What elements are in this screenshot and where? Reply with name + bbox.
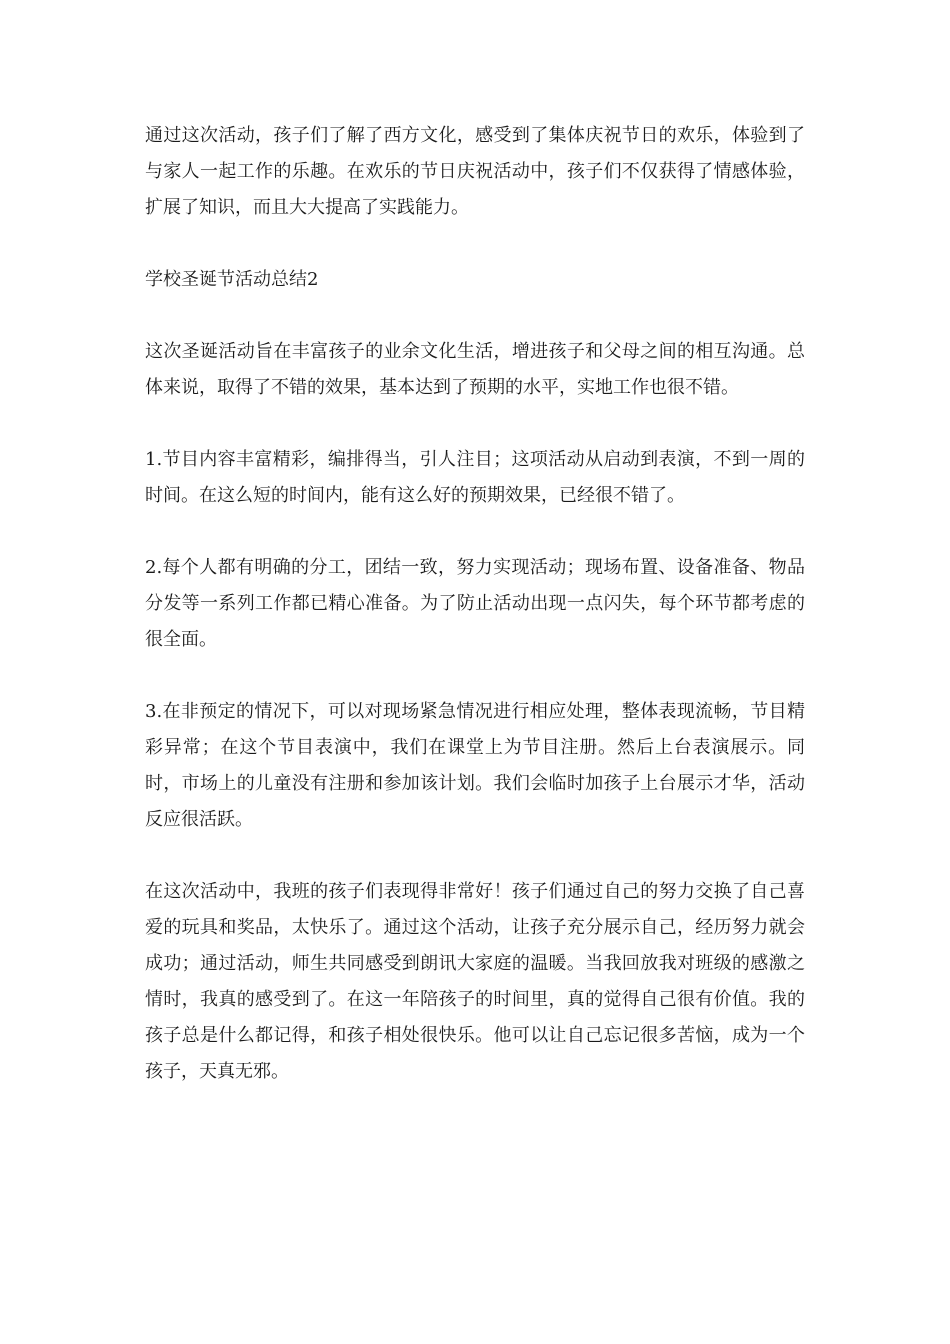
list-item-2: 2.每个人都有明确的分工，团结一致，努力实现活动；现场布置、设备准备、物品分发等一系列工作都已精心准备。为了防止活动出现一点闪失，每个环节都考虑的很全面。 [145, 557, 805, 650]
document-body [145, 118, 805, 1090]
paragraph-overview: 这次圣诞活动旨在丰富孩子的业余文化生活，增进孩子和父母之间的相互沟通。总体来说，取得了不错的效果，基本达到了预期的水平，实地工作也很不错。 [145, 341, 805, 398]
list-item-3: 3.在非预定的情况下，可以对现场紧急情况进行相应处理，整体表现流畅，节目精彩异常；在这个节目表演中，我们在课堂上为节目注册。然后上台表演展示。同时，市场上的儿童没有注册和参加该计划。我们会临时加孩子上台展示才华，活动反应很活跃。 [145, 701, 805, 830]
list-item-1: 1.节目内容丰富精彩，编排得当，引人注目；这项活动从启动到表演，不到一周的时间。在这么短的时间内，能有这么好的预期效果，已经很不错了。 [145, 449, 805, 506]
section-heading: 学校圣诞节活动总结2 [145, 269, 319, 290]
paragraph-intro-summary: 通过这次活动，孩子们了解了西方文化，感受到了集体庆祝节日的欢乐，体验到了与家人一起工作的乐趣。在欢乐的节日庆祝活动中，孩子们不仅获得了情感体验，扩展了知识，而且大大提高了实践能力。 [145, 125, 805, 218]
paragraph-conclusion: 在这次活动中，我班的孩子们表现得非常好！孩子们通过自己的努力交换了自己喜爱的玩具和奖品，太快乐了。通过这个活动，让孩子充分展示自己，经历努力就会成功；通过活动，师生共同感受到朗讯大家庭的温暖。当我回放我对班级的感激之情时，我真的感受到了。在这一年陪孩子的时间里，真的觉得自己很有价值。我的孩子总是什么都记得，和孩子相处很快乐。他可以让自己忘记很多苦恼，成为一个孩子，天真无邪。 [145, 881, 805, 1082]
